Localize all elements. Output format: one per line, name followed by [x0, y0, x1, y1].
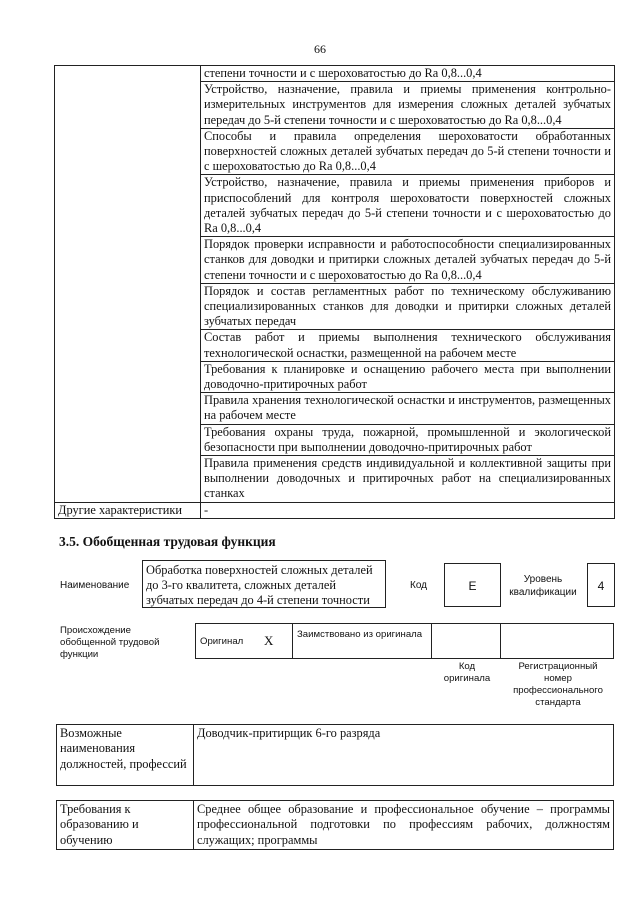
knowledge-item: Правила применения средств индивидуальной и коллективной защиты при выполнении доводочных и притирочных работ на специализированных станках: [201, 456, 615, 503]
knowledge-item: Порядок проверки исправности и работоспособности специализированных станков для доводки и притирки сложных деталей зубчатых передач до 5-й степени точности и с шероховатостью до Ra 0,8...0,4: [201, 237, 615, 284]
knowledge-item: Требования охраны труда, пожарной, промышленной и экологической безопасности при выполнении доводочно-притирочных работ: [201, 424, 615, 455]
education-label: Требования к образованию и обучению: [57, 801, 194, 850]
original-label: Оригинал: [200, 636, 244, 647]
knowledge-item: степени точности и с шероховатостью до Ra 0,8...0,4: [201, 66, 615, 82]
knowledge-item: Состав работ и приемы выполнения технического обслуживания технологической оснастки, размещенной на рабочем месте: [201, 330, 615, 361]
origin-label: Происхождение обобщенной трудовой функции: [60, 625, 160, 660]
knowledge-item: Правила хранения технологической оснастки и инструментов, размещенных на рабочем месте: [201, 393, 615, 424]
level-value: 4: [587, 563, 615, 607]
knowledge-item: -: [201, 502, 615, 518]
reg-number-caption: Регистрационный номер профессионального стандарта: [513, 661, 603, 708]
code-label: Код: [410, 580, 428, 591]
knowledge-item: Устройство, назначение, правила и приемы применения приборов и приспособлений для контроля шероховатости поверхностей сложных деталей зубчатых передач до 5-й степени точности и с шероховатостью до Ra 0,8...0,4: [201, 175, 615, 237]
positions-table: [56, 724, 614, 786]
knowledge-row: [55, 502, 615, 518]
knowledge-item: Устройство, назначение, правила и приемы применения контрольно-измерительных инструментов для измерения сложных деталей зубчатых передач до 5-й степени точности и с шероховатостью до Ra 0,8...0,4: [201, 82, 615, 129]
borrowed-label: Заимствовано из оригинала: [297, 629, 423, 640]
knowledge-table: [54, 65, 615, 519]
knowledge-row: [55, 66, 615, 82]
original-mark: X: [264, 633, 274, 648]
positions-value: Доводчик-притирщик 6-го разряда: [194, 725, 614, 786]
origin-divider-3: [500, 623, 501, 659]
knowledge-left-cell: Другие характеристики: [55, 502, 201, 518]
positions-label: Возможные наименования должностей, профессий: [57, 725, 194, 786]
section-title: 3.5. Обобщенная трудовая функция: [59, 534, 276, 549]
knowledge-item: Требования к планировке и оснащению рабочего места при выполнении доводочно-притирочных работ: [201, 361, 615, 392]
origin-divider-1: [292, 623, 293, 659]
origin-divider-2: [431, 623, 432, 659]
knowledge-item: Порядок и состав регламентных работ по техническому обслуживанию специализированных станков для доводки и притирки сложных деталей зубчатых передач: [201, 283, 615, 330]
code-value: E: [444, 563, 501, 607]
education-table: [56, 800, 614, 850]
knowledge-item: Способы и правила определения шероховатости обработанных поверхностей сложных деталей зубчатых передач до 5-й степени точности и с шероховатостью до Ra 0,8...0,4: [201, 128, 615, 175]
level-label: Уровень квалификации: [509, 574, 577, 598]
education-value: Среднее общее образование и профессиональное обучение – программы профессиональной подготовки по профессиям рабочих, должностям служащих; программы: [194, 801, 614, 850]
name-value: Обработка поверхностей сложных деталей до 3-го квалитета, сложных деталей зубчатых передач до 4-й степени точности: [146, 563, 373, 607]
code-original-caption: Код оригинала: [443, 661, 491, 684]
name-value-box: [142, 560, 386, 608]
page-number: 66: [314, 42, 326, 56]
name-label: Наименование: [60, 580, 130, 591]
knowledge-left-cell: [55, 66, 201, 503]
